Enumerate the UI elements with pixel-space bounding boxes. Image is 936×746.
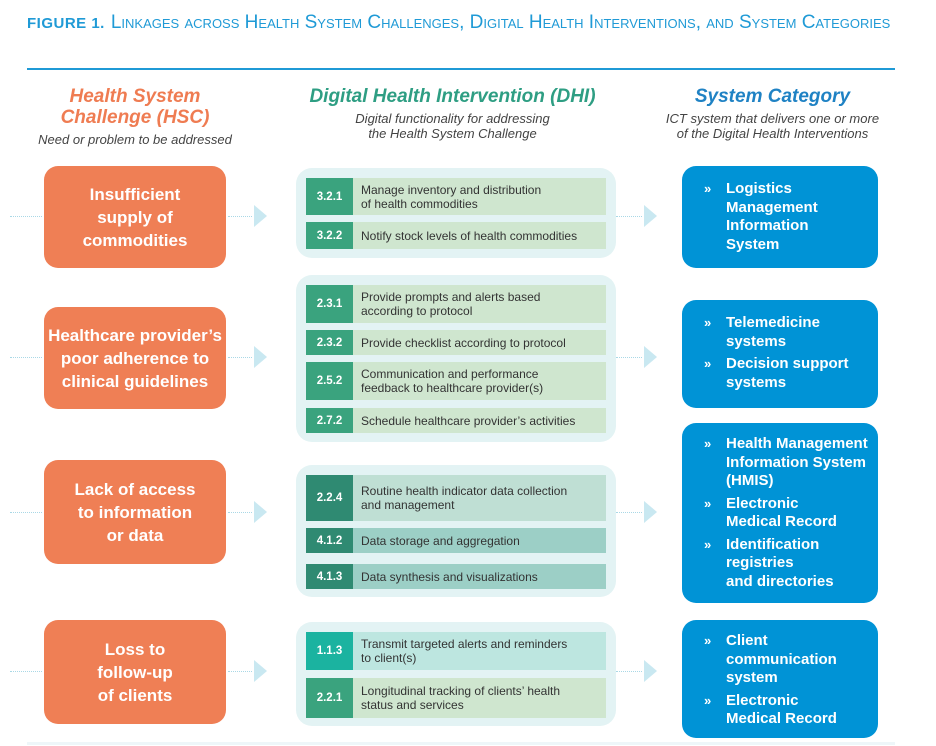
dhi-code: 2.2.4 bbox=[306, 475, 353, 521]
system-line: Information bbox=[726, 217, 809, 234]
system-item bbox=[692, 314, 868, 351]
system-line: registries bbox=[726, 554, 794, 571]
hsc-box bbox=[44, 620, 226, 724]
system-line: communication bbox=[726, 650, 837, 668]
connector-dots bbox=[10, 512, 42, 513]
hsc-subtitle: Need or problem to be addressed bbox=[38, 132, 232, 147]
dhi-line: Notify stock levels of health commodities bbox=[361, 228, 578, 243]
system-line: » Health Management bbox=[726, 435, 868, 452]
system-line: Management bbox=[726, 198, 818, 216]
system-item bbox=[692, 180, 868, 254]
dhi-description bbox=[353, 564, 606, 589]
dhi-line: Longitudinal tracking of clients’ health bbox=[361, 684, 561, 698]
dhi-code: 2.5.2 bbox=[306, 362, 353, 400]
connector-dots bbox=[10, 671, 42, 672]
connector-dots bbox=[616, 671, 642, 672]
hsc-line: supply of bbox=[97, 207, 173, 227]
dhi-line: according to protocol bbox=[361, 304, 473, 318]
dhi-code: 1.1.3 bbox=[306, 632, 353, 670]
dhi-description bbox=[353, 528, 606, 553]
system-column-header bbox=[650, 86, 895, 141]
hsc-line: Healthcare provider’s bbox=[48, 325, 222, 345]
dhi-line: of health commodities bbox=[361, 196, 478, 211]
dhi-description bbox=[353, 475, 606, 521]
dhi-description bbox=[353, 408, 606, 433]
system-line: » Telemedicine bbox=[726, 314, 820, 331]
dhi-title: Digital Health Intervention (DHI) bbox=[309, 86, 596, 107]
dhi-line: Data synthesis and visualizations bbox=[361, 569, 538, 584]
dhi-description bbox=[353, 678, 606, 718]
hsc-line: clinical guidelines bbox=[61, 371, 209, 391]
system-item bbox=[692, 536, 868, 592]
connector-dots bbox=[228, 671, 252, 672]
dhi-line: status and services bbox=[361, 698, 464, 712]
dhi-row bbox=[306, 178, 606, 215]
dhi-description bbox=[353, 362, 606, 400]
hsc-line: to information bbox=[77, 502, 193, 522]
dhi-row bbox=[306, 564, 606, 589]
connector-dots bbox=[10, 357, 42, 358]
system-line: systems bbox=[726, 332, 787, 350]
dhi-line: Communication and performance bbox=[361, 367, 539, 381]
system-line: (HMIS) bbox=[726, 472, 774, 489]
system-line: » Identification bbox=[726, 535, 820, 553]
dhi-row bbox=[306, 330, 606, 355]
system-title: System Category bbox=[694, 86, 851, 107]
figure-label: FIGURE 1. bbox=[27, 15, 105, 32]
dhi-row bbox=[306, 528, 606, 553]
hsc-box bbox=[44, 166, 226, 268]
hsc-column-header bbox=[10, 86, 260, 147]
arrow-right-icon bbox=[254, 501, 267, 523]
system-line: » Logistics bbox=[726, 180, 792, 197]
arrow-right-icon bbox=[644, 346, 657, 368]
title-divider bbox=[27, 68, 895, 70]
dhi-row bbox=[306, 475, 606, 521]
system-line: System bbox=[726, 235, 780, 253]
hsc-line: commodities bbox=[82, 230, 188, 250]
dhi-line: and management bbox=[361, 498, 455, 512]
dhi-description bbox=[353, 330, 606, 355]
dhi-line: Manage inventory and distribution bbox=[361, 182, 542, 197]
dhi-line: Provide prompts and alerts based bbox=[361, 290, 541, 304]
figure-title-text: Linkages across Health System Challenges, Digital Health Interventions, and System Categories bbox=[110, 12, 891, 33]
hsc-line: poor adherence to bbox=[60, 348, 210, 368]
arrow-right-icon bbox=[254, 660, 267, 682]
hsc-box bbox=[44, 460, 226, 564]
dhi-code: 4.1.3 bbox=[306, 564, 353, 589]
dhi-row bbox=[306, 632, 606, 670]
system-line: Medical Record bbox=[726, 513, 837, 530]
hsc-line: Lack of access bbox=[74, 479, 196, 499]
connector-dots bbox=[616, 512, 642, 513]
system-item bbox=[692, 355, 868, 392]
system-box bbox=[682, 166, 878, 268]
system-item bbox=[692, 435, 868, 491]
dhi-description bbox=[353, 222, 606, 249]
system-box bbox=[682, 620, 878, 738]
connector-dots bbox=[10, 216, 42, 217]
system-item bbox=[692, 495, 868, 532]
system-box bbox=[682, 300, 878, 408]
figure-title bbox=[27, 10, 907, 37]
dhi-line: Transmit targeted alerts and reminders bbox=[361, 637, 568, 651]
dhi-line: Schedule healthcare provider’s activities bbox=[361, 413, 576, 428]
connector-dots bbox=[616, 357, 642, 358]
dhi-code: 2.7.2 bbox=[306, 408, 353, 433]
system-line: system bbox=[726, 669, 778, 686]
arrow-right-icon bbox=[254, 205, 267, 227]
dhi-code: 2.3.1 bbox=[306, 285, 353, 323]
dhi-row bbox=[306, 285, 606, 323]
system-line: » Client bbox=[726, 632, 768, 649]
dhi-row bbox=[306, 678, 606, 718]
dhi-line: feedback to healthcare provider(s) bbox=[361, 381, 544, 395]
arrow-right-icon bbox=[644, 205, 657, 227]
dhi-code: 2.3.2 bbox=[306, 330, 353, 355]
dhi-subtitle-line1: Digital functionality for addressing bbox=[355, 111, 550, 126]
connector-dots bbox=[616, 216, 642, 217]
system-box bbox=[682, 423, 878, 603]
dhi-line: Data storage and aggregation bbox=[361, 533, 520, 548]
system-item bbox=[692, 692, 868, 729]
hsc-line: Loss to bbox=[104, 639, 166, 659]
dhi-column-header bbox=[290, 86, 615, 141]
arrow-right-icon bbox=[644, 660, 657, 682]
hsc-title-line1: Health System bbox=[69, 86, 201, 107]
dhi-code: 4.1.2 bbox=[306, 528, 353, 553]
hsc-line: of clients bbox=[97, 685, 173, 705]
arrow-right-icon bbox=[254, 346, 267, 368]
hsc-line: Insufficient bbox=[89, 184, 181, 204]
system-line: Medical Record bbox=[726, 710, 837, 727]
system-line: » Electronic bbox=[726, 494, 799, 512]
system-item bbox=[692, 632, 868, 688]
system-subtitle-line2: of the Digital Health Interventions bbox=[676, 126, 869, 141]
connector-dots bbox=[228, 512, 252, 513]
system-line: » Decision support bbox=[726, 355, 849, 372]
connector-dots bbox=[228, 357, 252, 358]
system-line: » Electronic bbox=[726, 691, 799, 709]
dhi-line: Provide checklist according to protocol bbox=[361, 335, 566, 350]
system-line: and directories bbox=[726, 572, 834, 590]
system-subtitle-line1: ICT system that delivers one or more bbox=[665, 111, 880, 126]
dhi-code: 3.2.1 bbox=[306, 178, 353, 215]
system-line: Information System bbox=[726, 453, 867, 471]
dhi-line: Routine health indicator data collection bbox=[361, 484, 568, 498]
dhi-row bbox=[306, 362, 606, 400]
connector-dots bbox=[228, 216, 252, 217]
bottom-divider bbox=[27, 742, 895, 745]
dhi-description bbox=[353, 632, 606, 670]
hsc-line: or data bbox=[106, 525, 164, 545]
dhi-code: 3.2.2 bbox=[306, 222, 353, 249]
arrow-right-icon bbox=[644, 501, 657, 523]
dhi-code: 2.2.1 bbox=[306, 678, 353, 718]
dhi-subtitle-line2: the Health System Challenge bbox=[368, 126, 537, 141]
dhi-line: to client(s) bbox=[361, 651, 417, 665]
dhi-description bbox=[353, 178, 606, 215]
hsc-title-line2: Challenge (HSC) bbox=[60, 107, 210, 128]
dhi-row bbox=[306, 408, 606, 433]
hsc-box bbox=[44, 307, 226, 409]
system-line: systems bbox=[726, 373, 787, 391]
dhi-description bbox=[353, 285, 606, 323]
hsc-line: follow-up bbox=[97, 662, 173, 682]
dhi-row bbox=[306, 222, 606, 249]
